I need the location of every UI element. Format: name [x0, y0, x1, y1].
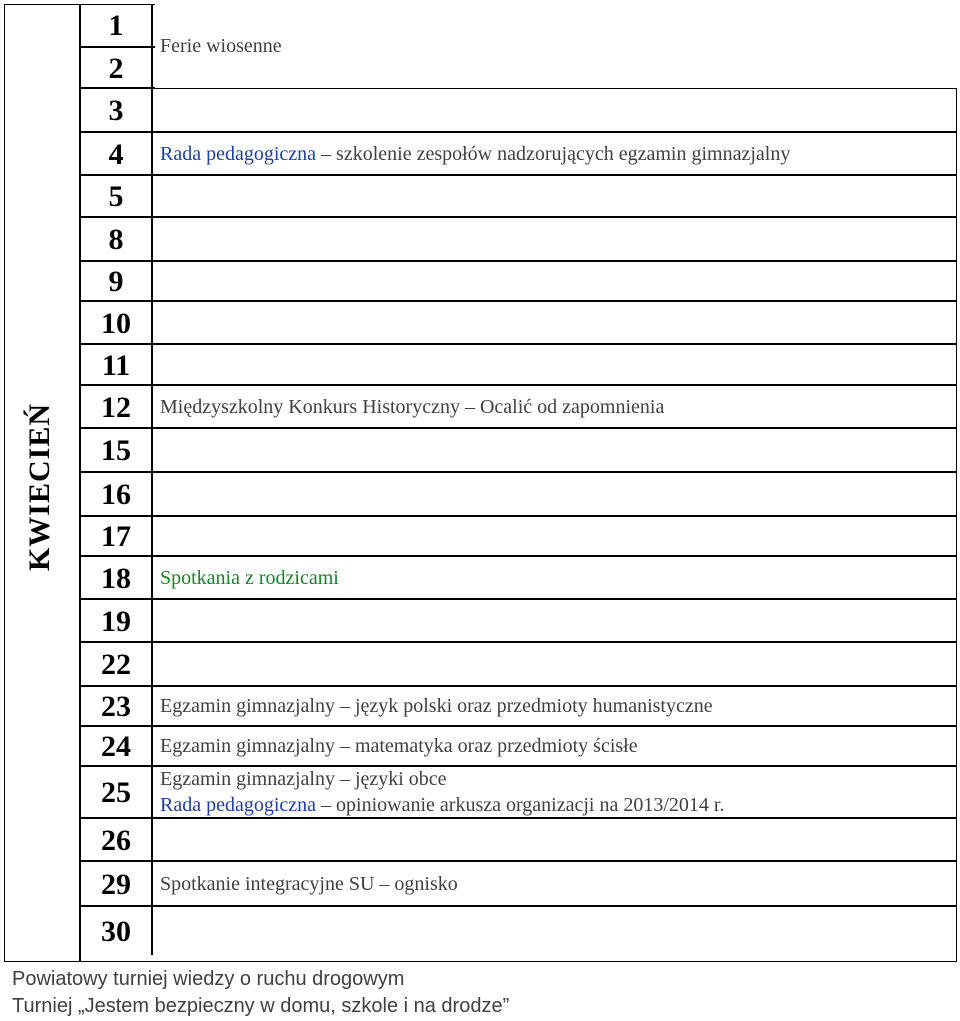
calendar-row: [81, 473, 957, 517]
event-text: Egzamin gimnazjalny – język polski oraz przedmioty humanistyczne: [160, 695, 713, 717]
day-number: 3: [81, 89, 153, 131]
event-line: [160, 141, 951, 167]
day-number: 22: [81, 643, 153, 685]
calendar-row: [81, 262, 957, 302]
event-cell: [160, 862, 951, 905]
calendar-row: [81, 687, 957, 727]
merged-event: Ferie wiosenne: [160, 4, 957, 88]
event-cell: [160, 386, 951, 427]
footer-line: Turniej „Jestem bezpieczny w domu, szkole i na drodze”: [12, 995, 510, 1017]
event-line: [160, 693, 951, 719]
calendar-row: [81, 429, 957, 473]
event-line: [160, 766, 951, 792]
calendar-row: [81, 89, 957, 133]
day-number: 11: [81, 345, 153, 384]
day-number: 10: [81, 302, 153, 343]
event-text: Spotkania z rodzicami: [160, 566, 339, 589]
day-number: 2: [81, 48, 153, 87]
calendar-row: [81, 133, 957, 176]
day-number: 12: [81, 386, 153, 427]
event-text: Rada pedagogiczna: [160, 142, 317, 165]
calendar-row: [81, 907, 957, 955]
event-text: Egzamin gimnazjalny – języki obce: [160, 768, 447, 790]
event-text: – szkolenie zespołów nadzorujących egzamin gimnazjalny: [316, 142, 791, 165]
day-number: 9: [81, 262, 153, 300]
day-number: 24: [81, 727, 153, 765]
event-cell: [160, 767, 951, 817]
day-number: 5: [81, 176, 153, 216]
calendar-row: [81, 345, 957, 386]
day-number: 19: [81, 600, 153, 641]
month-column: [4, 4, 81, 962]
calendar-row: [81, 862, 957, 907]
calendar-row: [81, 600, 957, 643]
event-cell: [160, 557, 951, 598]
footer-notes: [12, 966, 509, 1020]
event-text: – opiniowanie arkusza organizacji na 2013/2014 r.: [316, 794, 725, 816]
day-number: 1: [81, 4, 153, 46]
month-label: KWIECIEŃ: [23, 402, 56, 572]
footer-line: Powiatowy turniej wiedzy o ruchu drogowym: [12, 968, 405, 990]
event-cell: [160, 727, 951, 765]
calendar-row: [81, 557, 957, 600]
event-cell: [160, 133, 951, 174]
day-number: 15: [81, 429, 153, 471]
event-line: [160, 871, 951, 897]
event-line: [160, 733, 951, 759]
event-line: [160, 565, 951, 591]
event-text: Międzyszkolny Konkurs Historyczny – Ocalić od zapomnienia: [160, 395, 665, 418]
calendar-row: [81, 767, 957, 819]
event-line: [160, 394, 951, 420]
day-number: 18: [81, 557, 153, 598]
day-number: 17: [81, 517, 153, 555]
day-number: 25: [81, 767, 153, 817]
calendar-row: [81, 302, 957, 345]
calendar-row: [81, 819, 957, 862]
calendar-row: [81, 517, 957, 557]
calendar-row: [81, 643, 957, 687]
calendar-row: [81, 218, 957, 262]
day-number: 4: [81, 133, 153, 174]
day-number: 26: [81, 819, 153, 860]
event-text: Spotkanie integracyjne SU – ognisko: [160, 872, 458, 895]
event-text: Egzamin gimnazjalny – matematyka oraz przedmioty ścisłe: [160, 735, 638, 757]
calendar-row: [81, 727, 957, 767]
day-number: 23: [81, 687, 153, 725]
event-text: Rada pedagogiczna: [160, 794, 317, 816]
calendar-row: [81, 176, 957, 218]
event-line: [160, 792, 951, 818]
event-cell: [160, 687, 951, 725]
day-number: 30: [81, 907, 153, 955]
day-number: 16: [81, 473, 153, 515]
calendar-row: [81, 386, 957, 429]
day-number: 8: [81, 218, 153, 260]
day-number: 29: [81, 862, 153, 905]
calendar-rows: [81, 4, 957, 962]
